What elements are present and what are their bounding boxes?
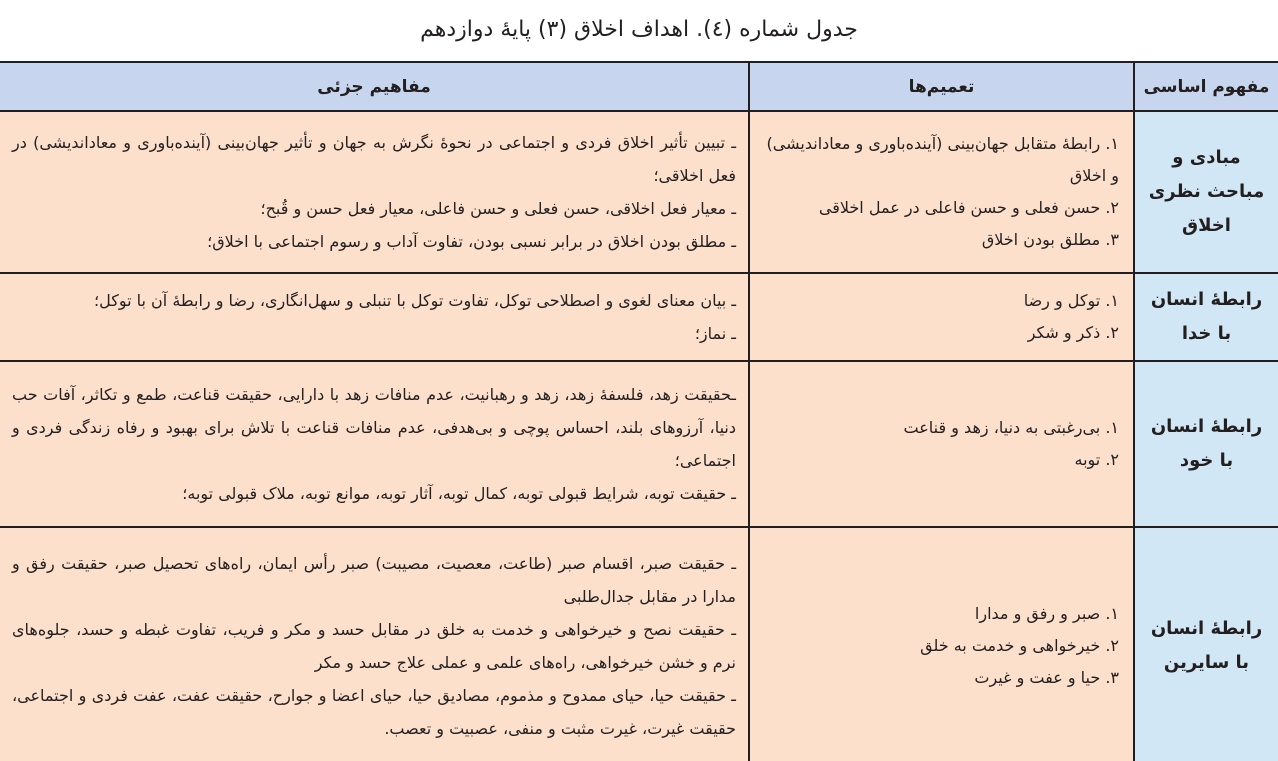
table-row <box>0 111 1278 273</box>
header-details: مفاهیم جزئی <box>0 62 749 111</box>
generalization-item: ٢. حسن فعلی و حسن فاعلی در عمل اخلاقی <box>818 198 1119 217</box>
concept-cell: رابطهٔ انسان با سایرین <box>1134 527 1278 761</box>
ethics-goals-table <box>0 61 1278 761</box>
detail-item: ـ مطلق بودن اخلاق در برابر نسبی بودن، تفاوت آداب و رسوم اجتماعی با اخلاق؛ <box>207 232 736 251</box>
details-cell <box>0 527 749 761</box>
generalizations-cell <box>749 273 1134 361</box>
generalizations-cell <box>749 361 1134 527</box>
generalizations-cell <box>749 111 1134 273</box>
detail-item: ـ تبیین تأثیر اخلاق فردی و اجتماعی در نحوهٔ نگرش به جهان و تأثیر جهان‌بینی (آینده‌باوری و معاداندیشی) در فعل اخلاقی؛ <box>12 133 736 185</box>
detail-item: ـ نماز؛ <box>694 324 736 343</box>
generalization-item: ١. صبر و رفق و مدارا <box>974 604 1119 623</box>
generalization-item: ٣. مطلق بودن اخلاق <box>981 230 1119 249</box>
detail-item: ـ حقیقت صبر، اقسام صبر (طاعت، معصیت، مصیبت) صبر رأس ایمان، راه‌های تحصیل صبر، حقیقت رفق و مدارا در مقابل جدال‌طلبی <box>12 554 736 606</box>
detail-item: ـ حقیقت حیا، حیای ممدوح و مذموم، مصادیق حیا، حیای اعضا و جوارح، حقیقت عفت، عفت فردی و اجتماعی، حقیقت غیرت، غیرت مثبت و منفی، عصبیت و تعصب. <box>12 686 736 738</box>
generalization-item: ٢. ذکر و شکر <box>1027 323 1119 342</box>
concept-cell: مبادی و مباحث نظری اخلاق <box>1134 111 1278 273</box>
detail-item: ـ بیان معنای لغوی و اصطلاحی توکل، تفاوت توکل با تنبلی و سهل‌انگاری، رضا و رابطهٔ آن با توکل؛ <box>94 291 736 310</box>
header-row <box>0 62 1278 111</box>
concept-cell: رابطهٔ انسان با خدا <box>1134 273 1278 361</box>
generalization-item: ٣. حیا و عفت و غیرت <box>974 668 1119 687</box>
header-concept: مفهوم اساسی <box>1134 62 1278 111</box>
detail-item: ـ حقیقت نصح و خیرخواهی و خدمت به خلق در مقابل حسد و مکر و فریب، تفاوت غبطه و حسد، جلوه‌های نرم و خشن خیرخواهی، راه‌های علمی و عملی علاج حسد و مکر <box>12 620 736 672</box>
detail-item: ـ معیار فعل اخلاقی، حسن فعلی و حسن فاعلی، معیار فعل حسن و قُبح؛ <box>260 199 736 218</box>
details-cell <box>0 273 749 361</box>
generalizations-cell <box>749 527 1134 761</box>
generalization-item: ١. رابطهٔ متقابل جهان‌بینی (آینده‌باوری و معاداندیشی) و اخلاق <box>766 134 1119 185</box>
header-generalizations: تعمیم‌ها <box>749 62 1134 111</box>
generalization-item: ١. بی‌رغبتی به دنیا، زهد و قناعت <box>903 418 1119 437</box>
concept-cell: رابطهٔ انسان با خود <box>1134 361 1278 527</box>
details-cell <box>0 361 749 527</box>
table-title: جدول شماره (٤). اهداف اخلاق (٣) پایهٔ دوازدهم <box>420 17 858 42</box>
details-cell <box>0 111 749 273</box>
table-row <box>0 273 1278 361</box>
generalization-item: ٢. توبه <box>1074 450 1119 469</box>
generalization-item: ١. توکل و رضا <box>1023 291 1119 310</box>
table-row <box>0 527 1278 761</box>
generalization-item: ٢. خیرخواهی و خدمت به خلق <box>920 636 1119 655</box>
detail-item: ـحقیقت زهد، فلسفهٔ زهد، زهد و رهبانیت، عدم منافات زهد با دارایی، حقیقت قناعت، طمع و تکاثر، آفات حب دنیا، آرزوهای بلند، احساس پوچی و بی‌هدفی، عدم منافات قناعت با تلاش برای بهبود و رفاه زندگی فردی و اجتماعی؛ <box>12 385 736 470</box>
detail-item: ـ حقیقت توبه، شرایط قبولی توبه، کمال توبه، آثار توبه، موانع توبه، ملاک قبولی توبه؛ <box>182 484 736 503</box>
table-row <box>0 361 1278 527</box>
